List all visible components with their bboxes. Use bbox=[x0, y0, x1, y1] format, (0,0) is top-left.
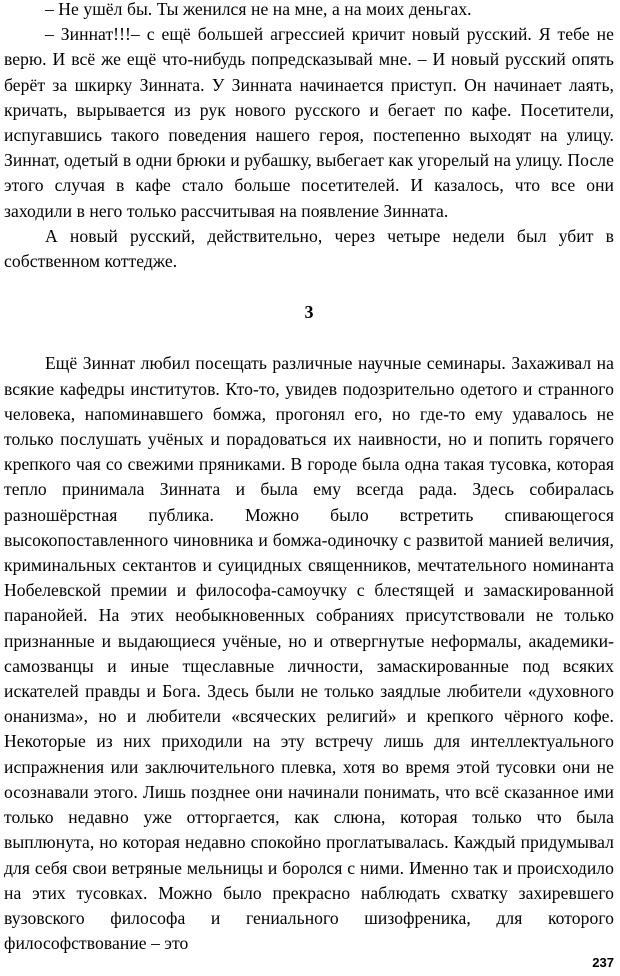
page-number: 237 bbox=[592, 955, 614, 970]
paragraph-dialogue-1: – Не ушёл бы. Ты женился не на мне, а на моих деньгах. bbox=[45, 0, 472, 19]
chapter-number: 3 bbox=[304, 302, 314, 323]
paragraph-dialogue-2: – Зиннат!!!– с ещё большей агрессией кричит новый русский. Я тебе не верю. И всё же ещё что-нибудь попредсказывай мне. – И новый русский опять берёт за шкирку Зинната. У Зинната начинается приступ. Он начинает лаять, кричать, вырывается из рук нового русского и бегает по кафе. Посетители, испугавшись такого поведения нашего героя, постепенно выходят на улицу. Зиннат, одетый в одни брюки и рубашку, выбегает как угорелый на улицу. После этого случая в кафе стало больше посетителей. И казалось, что все они заходили в него только рассчитывая на появление Зинната. bbox=[4, 24, 614, 221]
paragraph-epilogue: А новый русский, действительно, через четыре недели был убит в собственном коттедже. bbox=[4, 225, 614, 272]
paragraph-seminars: Ещё Зиннат любил посещать различные научные семинары. Захаживал на всякие кафедры институтов. Кто-то, увидев подозрительно одетого и странного человека, напоминавшего бомжа, прогонял его, но где-то ему удавалось не только послушать учёных и порадоваться их наивности, но и попить горячего крепкого чая со свежими пряниками. В городе была одна такая тусовка, которая тепло принимала Зинната и была ему всегда рада. Здесь собиралась разношёрстная публика. Можно было встретить спивающегося высокопоставленного чиновника и бомжа-одиночку с развитой манией величия, криминальных сектантов и суицидных священников, мечтательного номинанта Нобелевской премии и философа-самоучку с блестящей и замаскированной паранойей. На этих необыкновенных собраниях присутствовали не только признанные и выдающиеся учёные, но и отвергнутые неформалы, академики-самозванцы и иные тщеславные личности, замаскированные под всяких искателей правды и Бога. Здесь были не только заядлые любители «духовного онанизма», но и любители «всяческих религий» и крепкого чёрного кофе. Некоторые из них приходили на эту встречу лишь для интеллектуального испражнения или заключительного плевка, хотя во время этой тусовки они не осознавали этого. Лишь позднее они начинали понимать, что всё сказанное ими только недавно уже отторгается, как слюна, которая только что была выплюнута, но которая недавно спокойно проглатывалась. Каждый придумывал для себя свои ветряные мельницы и боролся с ними. Именно так и происходило на этих тусовках. Можно было прекрасно наблюдать схватку захиревшего вузовского философа и гениального шизофреника, для которого философствование – это bbox=[4, 353, 614, 954]
page-text bbox=[4, 0, 614, 956]
